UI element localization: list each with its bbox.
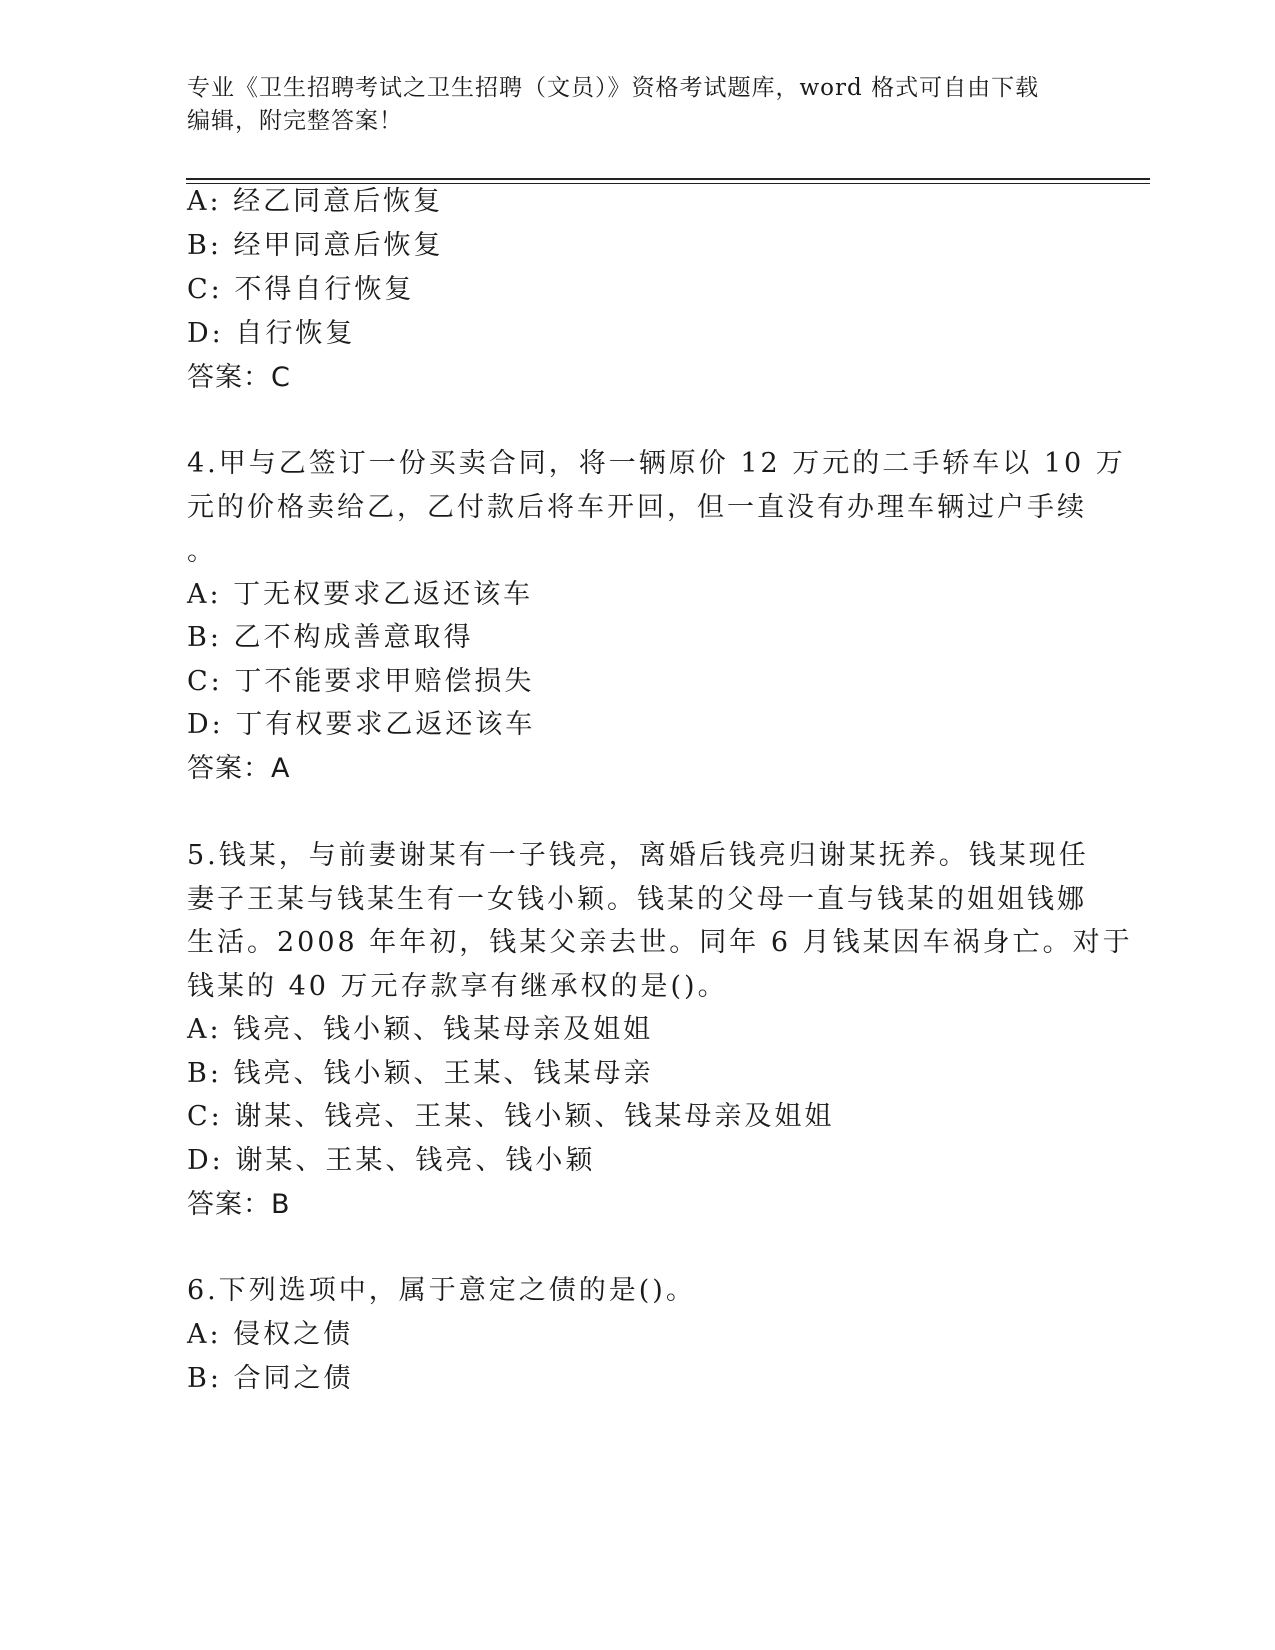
q5-stem-line-2: 妻子王某与钱某生有一女钱小颖。钱某的父母一直与钱某的姐姐钱娜 xyxy=(187,884,1087,915)
q4-option-d: D: 丁有权要求乙返还该车 xyxy=(187,709,536,740)
q4-option-b: B: 乙不构成善意取得 xyxy=(187,622,474,653)
q5-stem-line-4: 钱某的 40 万元存款享有继承权的是()。 xyxy=(187,971,728,1002)
q3-option-c: C: 不得自行恢复 xyxy=(187,274,415,305)
q4-stem-line-2: 元的价格卖给乙，乙付款后将车开回，但一直没有办理车辆过户手续 xyxy=(187,492,1087,523)
q4-answer: 答案：A xyxy=(187,753,291,784)
q3-answer: 答案：C xyxy=(187,362,291,393)
q5-stem-line-3: 生活。2008 年年初，钱某父亲去世。同年 6 月钱某因车祸身亡。对于 xyxy=(187,927,1133,958)
q3-option-a: A: 经乙同意后恢复 xyxy=(187,186,444,217)
q5-stem-line-1: 5.钱某，与前妻谢某有一子钱亮，离婚后钱亮归谢某抚养。钱某现任 xyxy=(187,840,1089,871)
q4-option-a: A: 丁无权要求乙返还该车 xyxy=(187,579,534,610)
q4-option-c: C: 丁不能要求甲赔偿损失 xyxy=(187,666,535,697)
header-line-2: 编辑，附完整答案！ xyxy=(187,108,403,134)
q4-stem-line-3: 。 xyxy=(187,536,217,567)
q4-stem-line-1: 4.甲与乙签订一份买卖合同，将一辆原价 12 万元的二手轿车以 10 万 xyxy=(187,448,1126,479)
q6-option-a: A: 侵权之债 xyxy=(187,1319,354,1350)
q5-answer: 答案：B xyxy=(187,1189,291,1220)
q6-option-b: B: 合同之债 xyxy=(187,1363,354,1394)
q6-stem-line-1: 6.下列选项中，属于意定之债的是()。 xyxy=(187,1275,696,1306)
q5-option-b: B: 钱亮、钱小颖、王某、钱某母亲 xyxy=(187,1058,654,1089)
header-line-1: 专业《卫生招聘考试之卫生招聘（文员）》资格考试题库，word 格式可自由下载 xyxy=(187,75,1040,101)
header-rule-thick xyxy=(186,178,1150,180)
q5-option-d: D: 谢某、王某、钱亮、钱小颖 xyxy=(187,1145,596,1176)
q3-option-d: D: 自行恢复 xyxy=(187,318,356,349)
q5-option-c: C: 谢某、钱亮、王某、钱小颖、钱某母亲及姐姐 xyxy=(187,1101,835,1132)
q3-option-b: B: 经甲同意后恢复 xyxy=(187,230,444,261)
q5-option-a: A: 钱亮、钱小颖、钱某母亲及姐姐 xyxy=(187,1014,654,1045)
document-header xyxy=(187,72,1067,138)
